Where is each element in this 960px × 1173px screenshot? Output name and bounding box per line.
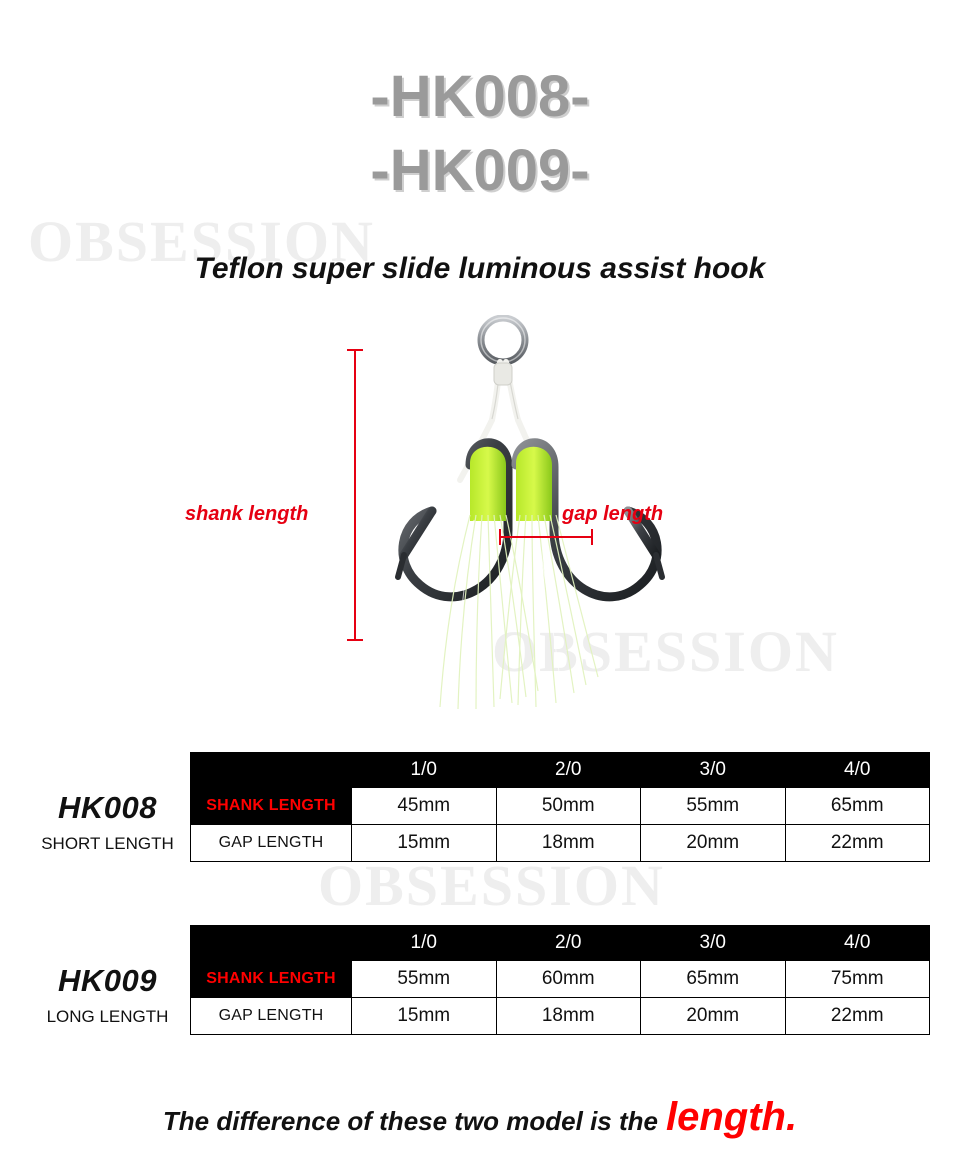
- table-row: [191, 825, 930, 862]
- watermark-obsession-2: OBSESSION: [492, 619, 839, 684]
- table-cell: 22mm: [785, 825, 930, 862]
- page-subtitle: Teflon super slide luminous assist hook: [194, 252, 766, 285]
- assist-hook-illustration: [0, 315, 960, 735]
- table-cell: 75mm: [785, 961, 930, 998]
- table-cell: 55mm: [641, 788, 786, 825]
- table-cell: 22mm: [785, 998, 930, 1035]
- footer-text: The difference of these two model is the: [162, 1106, 658, 1136]
- table-cell: 45mm: [352, 788, 497, 825]
- table-header-corner: [191, 926, 352, 961]
- gap-measure-bracket: [500, 529, 592, 545]
- spec-model-name-hk009: HK009: [58, 963, 157, 998]
- split-ring: [481, 318, 525, 362]
- title-block: [0, 60, 960, 208]
- page-title-hk008: -HK008-: [370, 64, 590, 129]
- table-cell: 18mm: [496, 998, 641, 1035]
- table-header-cell: 4/0: [785, 753, 930, 788]
- shank-measure-bracket: [347, 350, 363, 640]
- table-cell: 65mm: [641, 961, 786, 998]
- table-cell: 15mm: [352, 825, 497, 862]
- table-row: [191, 961, 930, 998]
- table-header-cell: 2/0: [496, 753, 641, 788]
- table-cell: 15mm: [352, 998, 497, 1035]
- watermark-obsession-3: OBSESSION: [318, 853, 665, 918]
- row-label-shank-length: SHANK LENGTH: [191, 788, 352, 825]
- table-row: [191, 788, 930, 825]
- spec-model-name-hk008: HK008: [58, 790, 157, 825]
- table-cell: 50mm: [496, 788, 641, 825]
- footer-accent: length.: [665, 1095, 798, 1139]
- table-row: [191, 998, 930, 1035]
- table-cell: 65mm: [785, 788, 930, 825]
- spec-table-hk008: [190, 752, 930, 862]
- table-header-cell: 3/0: [641, 926, 786, 961]
- row-label-gap-length: GAP LENGTH: [191, 998, 352, 1035]
- table-header-cell: 1/0: [352, 753, 497, 788]
- spec-model-sub-hk009: LONG LENGTH: [46, 1007, 169, 1026]
- table-cell: 55mm: [352, 961, 497, 998]
- table-cell: 20mm: [641, 998, 786, 1035]
- watermark-obsession-1: OBSESSION: [28, 209, 375, 274]
- page-title-hk009: -HK009-: [370, 138, 590, 203]
- table-header-cell: 4/0: [785, 926, 930, 961]
- table-header-cell: 2/0: [496, 926, 641, 961]
- table-cell: 18mm: [496, 825, 641, 862]
- table-header-row: [191, 926, 930, 961]
- assist-hook-left: [398, 443, 508, 597]
- row-label-shank-length: SHANK LENGTH: [191, 961, 352, 998]
- spec-model-sub-hk008: SHORT LENGTH: [41, 834, 174, 853]
- table-header-cell: 1/0: [352, 926, 497, 961]
- table-header-row: [191, 753, 930, 788]
- row-label-gap-length: GAP LENGTH: [191, 825, 352, 862]
- table-cell: 20mm: [641, 825, 786, 862]
- table-header-cell: 3/0: [641, 753, 786, 788]
- shank-length-callout-label: shank length: [185, 503, 309, 525]
- table-header-corner: [191, 753, 352, 788]
- gap-length-callout-label: gap length: [562, 503, 664, 525]
- table-cell: 60mm: [496, 961, 641, 998]
- luminous-skirt: [440, 515, 598, 709]
- footer-note: [0, 1095, 960, 1140]
- spec-table-hk009: [190, 925, 930, 1035]
